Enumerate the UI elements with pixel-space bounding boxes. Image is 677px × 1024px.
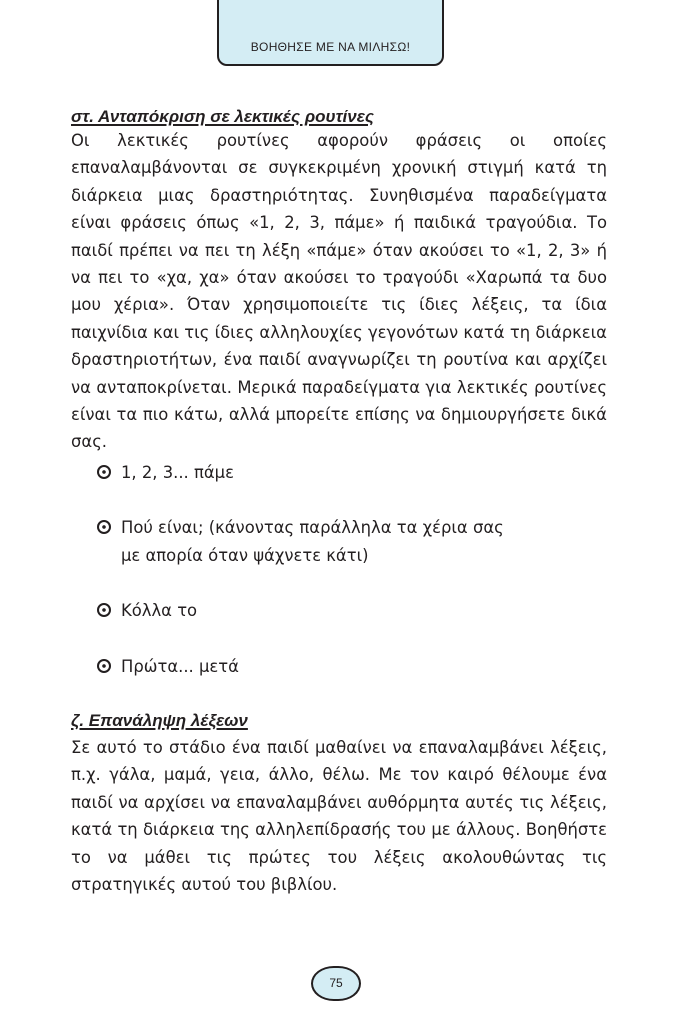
- ring-bullet-icon: [97, 603, 111, 617]
- examples-list: [97, 459, 597, 680]
- list-item-text: Πού είναι; (κάνοντας παράλληλα τα χέρια σας με απορία όταν ψάχνετε κάτι): [121, 518, 504, 565]
- ring-bullet-icon: [97, 465, 111, 479]
- paragraph-verbal-routines: Οι λεκτικές ρουτίνες αφορούν φράσεις οι οποίες επαναλαμβάνονται σε συγκεκριμένη χρονική στιγμή κατά τη διάρκεια μιας δραστηριότητας. Συνηθισμένα παραδείγματα είναι φράσεις όπως «1, 2, 3, πάμε» ή παιδικά τραγούδια. Το παιδί πρέπει να πει τη λέξη «πάμε» όταν ακούσει το «1, 2, 3» ή να πει το «χα, χα» όταν ακούσει το τραγούδι «Χαρωπά τα δυο μου χέρια». Όταν χρησιμοποιείτε τις ίδιες λέξεις, τα ίδια παιχνίδια και τις ίδιες αλληλουχίες γεγονότων κατά τη διάρκεια δραστηριοτήτων, ένα παιδί αναγνωρίζει τη ρουτίνα και αρχίζει να ανταποκρίνεται. Μερικά παραδείγματα για λεκτικές ρουτίνες είναι τα πιο κάτω, αλλά μπορείτε επίσης να δημιουργήσετε δικά σας.: [71, 131, 607, 452]
- running-header-tab: [217, 0, 444, 66]
- list-item-text: Πρώτα... μετά: [121, 656, 239, 676]
- page-number: 75: [329, 976, 343, 990]
- list-item-text: Κόλλα το: [121, 601, 198, 621]
- section-title-verbal-routines: στ. Ανταπόκριση σε λεκτικές ρουτίνες: [71, 107, 374, 126]
- ring-bullet-icon: [97, 520, 111, 534]
- ring-bullet-icon: [97, 659, 111, 673]
- list-item: [97, 459, 597, 486]
- list-item: [97, 514, 597, 569]
- list-item: [97, 597, 597, 624]
- list-item-text: 1, 2, 3... πάμε: [121, 463, 234, 482]
- section-title-word-repetition: ζ. Επανάληψη λέξεων: [71, 711, 248, 730]
- running-header-title: ΒΟΗΘΗΣΕ ΜΕ ΝΑ ΜΙΛΗΣΩ!: [250, 40, 411, 54]
- paragraph-word-repetition: Σε αυτό το στάδιο ένα παιδί μαθαίνει να επαναλαμβάνει λέξεις, π.χ. γάλα, μαμά, γεια, άλλο, θέλω. Με τον καιρό θέλουμε ένα παιδί να αρχίσει να επαναλαμβάνει αυθόρμητα αυτές τις λέξεις, κατά τη διάρκεια της αλληλεπίδρασής του με άλλους. Βοηθήστε το να μάθει τις πρώτες του λέξεις ακολουθώντας τις στρατηγικές αυτού του βιβλίου.: [71, 738, 607, 895]
- list-item: [97, 653, 597, 680]
- page-number-badge: [311, 966, 361, 1001]
